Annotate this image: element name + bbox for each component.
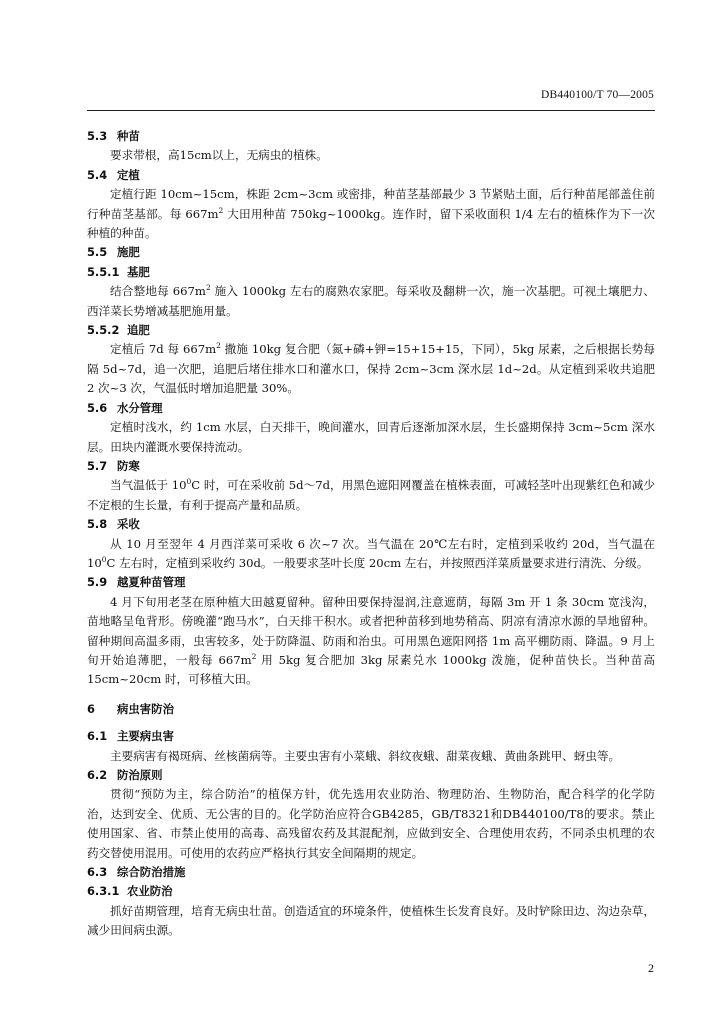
paragraph-5-3: 要求带根，高15cm以上，无病虫的植株。 [110,148,328,163]
heading-5-5-2: 5.5.2 追肥 [87,323,150,338]
paragraph-5-6: 定植时浅水，约 1cm 水层，白天排干，晚间灌水，回青后逐渐加深水层，生长盛期保持 3cm~5cm 深水层。田块内灌溉水要保持流动。 [87,420,655,454]
paragraph-5-7: 当气温低于 $10^0C$ 时，可在采收前 5d～7d，用黑色遮阳网覆盖在植株表面，可减轻茎叶出现紫红色和减少不定根的生长量，有利于提高产量和品质。 [87,477,655,512]
heading-5-7: 5.7 防寒 [87,458,140,473]
heading-6-1: 6.1 主要病虫害 [87,729,174,744]
paragraph-6-3-1: 抓好苗期管理，培育无病虫壮苗。创造适宜的环境条件，使植株生长发育良好。及时铲除田边、沟边杂草，减少田间病虫源。 [87,903,655,938]
header-divider [87,110,655,111]
heading-5-9: 5.9 越夏种苗管理 [87,575,186,590]
paragraph-5-9: 4 月下旬用老茎在原种植大田越夏留种。留种田要保持湿润,注意遮荫，每隔 3m 开 1 条 30cm 宽浅沟，苗地略呈龟背形。傍晚灌“跑马水”，白天排干积水。或者把种苗移到地势稍高、阴凉有清凉水源的旱地留种。留种期间高温多雨，虫害较多，处于防降温、防雨和治虫。可用黑色遮阳网搭 1m 高平棚防雨、降温。9 月上旬开始追薄肥，一般每 $667m^2$ 用 5kg 复合肥加 3kg 尿素兑水 1000kg 泼施，促种苗快长。当种苗高 15cm~20cm 时，可移植大田。 [87,594,655,687]
page-content [87,127,655,941]
heading-5-3: 5.3 种苗 [87,129,140,143]
heading-5-5: 5.5 施肥 [87,245,140,260]
paragraph-5-4: 定植行距 10cm~15cm，株距 2cm~3cm 或密排，种苗茎基部最少 3 节紧贴土面，后行种苗尾部盖住前行种苗茎基部。每 $667m^2$ 大田用种苗 750kg~1000kg。连作时，留下采收面积 1/4 左右的植株作为下一次种植的种苗。 [87,187,655,241]
heading-6-3-1: 6.3.1 农业防治 [87,884,173,899]
heading-5-6: 5.6 水分管理 [87,400,163,415]
paragraph-6-2: 贯彻“预防为主，综合防治”的植保方针，优先选用农业防治、物理防治、生物防治，配合科学的化学防治，达到安全、优质、无公害的目的。化学防治应符合GB4285，GB/T8321和DB440100/T8的要求。禁止使用国家、省、市禁止使用的高毒、高残留农药及其混配剂，应做到安全、合理使用农药，不同杀虫机理的农药交替使用混用。可使用的农药应严格执行其安全间隔期的规定。 [87,787,655,860]
heading-6: 6 病虫害防治 [87,701,174,716]
heading-5-8: 5.8 采收 [87,517,140,532]
paragraph-5-8: 从 10 月至翌年 4 月西洋菜可采收 6 次~7 次。当气温在 20℃左右时，定植到采收约 20d，当气温在 $10^0C$ 左右时，定植到采收约 30d。一般要求茎叶长度 20cm 左右，并按照西洋菜质量要求进行清洗、分级。 [87,536,655,570]
standard-code: DB440100/T 70—2005 [541,89,654,101]
heading-5-5-1: 5.5.1 基肥 [87,264,150,279]
page-number: 2 [648,961,654,975]
paragraph-5-5-2: 定植后 7d 每 $667m^2$ 撒施 10kg 复合肥（氮+磷+钾=15+15+15，下同），5kg 尿素，之后根据长势每隔 5d~7d，追一次肥，追肥后堵住排水口和灌水口，保持 2cm~3cm 深水层 1d~2d。从定植到采收共追肥 2 次~3 次，气温低时增加追肥量 30%。 [87,341,655,396]
heading-5-4: 5.4 定植 [87,167,140,182]
heading-6-3: 6.3 综合防治措施 [87,865,186,880]
paragraph-5-5-1: 结合整地每 $667m^2$ 施入 1000kg 左右的腐熟农家肥。每采收及翻耕一次，施一次基肥。可视土壤肥力、西洋菜长势增减基肥施用量。 [87,283,656,318]
paragraph-6-1: 主要病害有褐斑病、丝核菌病等。主要虫害有小菜蛾、斜纹夜蛾、甜菜夜蛾、黄曲条跳甲、蚜虫等。 [110,748,621,763]
heading-6-2: 6.2 防治原则 [87,768,163,782]
